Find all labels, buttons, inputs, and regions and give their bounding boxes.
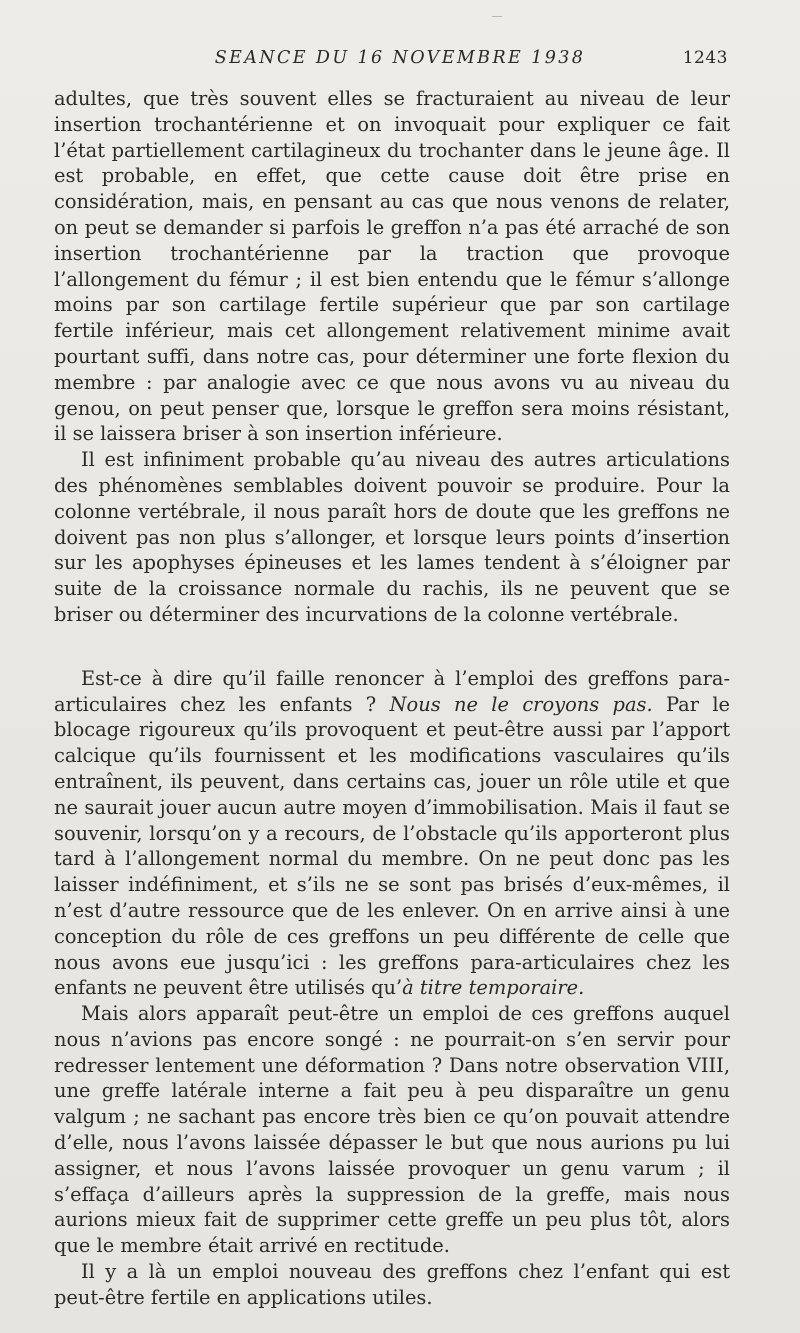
paragraph-3-italic: Nous ne le croyons pas. xyxy=(389,692,653,716)
paragraph-5: Il y a là un emploi nouveau des greffons chez l’enfant qui est peut-être fertile en applications utiles. xyxy=(54,1260,730,1309)
paragraph-3-middle: Par le blocage rigoureux qu’ils provoquent et peut-être aussi par l’apport calcique qu’ils fournissent et les modifications vasculaires qu’ils entraînent, ils peuvent, dans certains cas, jouer un rôle utile et que ne saurait jouer aucun autre moyen d’immobilisation. Mais il faut se souvenir, lorsqu’on y a recours, de l’obstacle qu’ils apporteront plus tard à l’allongement normal du membre. On ne peut donc pas les laisser indéfiniment, et s’ils ne se sont pas brisés d’eux-mêmes, il n’est d’autre ressource que de les enlever. On en arrive ainsi à une conception du rôle de ces greffons un peu différente de celle que nous avons eue jusqu’ici : les greffons para-articulaires chez les enfants ne peuvent être utilisés qu’ xyxy=(54,692,730,1000)
paragraph-3 xyxy=(54,666,730,1001)
paragraph-2: Il est infiniment probable qu’au niveau des autres articulations des phénomènes semblables doivent pouvoir se produire. Pour la colonne vertébrale, il nous paraît hors de doute que les greffons ne doivent pas non plus s’allonger, et lorsque leurs points d’insertion sur les apophyses épineuses et les lames tendent à s’éloigner par suite de la croissance normale du rachis, ils ne peuvent que se briser ou déterminer des incurvations de la colonne vertébrale. xyxy=(54,448,730,626)
section-gap xyxy=(54,628,730,666)
running-title: SEANCE DU 16 NOVEMBRE 1938 xyxy=(214,48,586,68)
paragraph-1: adultes, que très souvent elles se fracturaient au niveau de leur insertion trochantérienne et on invoquait pour expliquer ce fait l’état partiellement cartilagineux du trochanter dans le jeune âge. Il est probable, en effet, que cette cause doit être prise en considération, mais, en pensant au cas que nous venons de relater, on peut se demander si parfois le greffon n’a pas été arraché de son insertion trochantérienne par la traction que provoque l’allongement du fémur ; il est bien entendu que le fémur s’allonge moins par son cartilage fertile supérieur que par son cartilage fertile inférieur, mais cet allongement relativement minime avait pourtant suffi, dans notre cas, pour déterminer une forte flexion du membre : par analogie avec ce que nous avons vu au niveau du genou, on peut penser que, lorsque le greffon sera moins résistant, il se laissera briser à son insertion inférieure. xyxy=(54,87,730,446)
top-margin-mark xyxy=(492,16,502,17)
body-text xyxy=(54,86,730,1311)
paragraph-3-italic-end: à titre temporaire. xyxy=(402,976,585,1000)
running-head xyxy=(0,46,800,70)
page-number: 1243 xyxy=(682,48,728,68)
paragraph-3-start: Est-ce à dire qu’il faille renoncer à l’emploi des greffons para-articulaires chez les enfants ? xyxy=(54,666,730,716)
paragraph-4: Mais alors apparaît peut-être un emploi de ces greffons auquel nous n’avions pas encore songé : ne pourrait-on s’en servir pour redresser lentement une déformation ? Dans notre observation VIII, une greffe latérale interne a fait peu à peu disparaître un genu valgum ; ne sachant pas encore très bien ce qu’on pouvait attendre d’elle, nous l’avons laissée dépasser le but que nous aurions pu lui assigner, et nous l’avons laissée provoquer un genu varum ; il s’effaça d’ailleurs après la suppression de la greffe, mais nous aurions mieux fait de supprimer cette greffe un peu plus tôt, alors que le membre était arrivé en rectitude. xyxy=(54,1002,730,1258)
